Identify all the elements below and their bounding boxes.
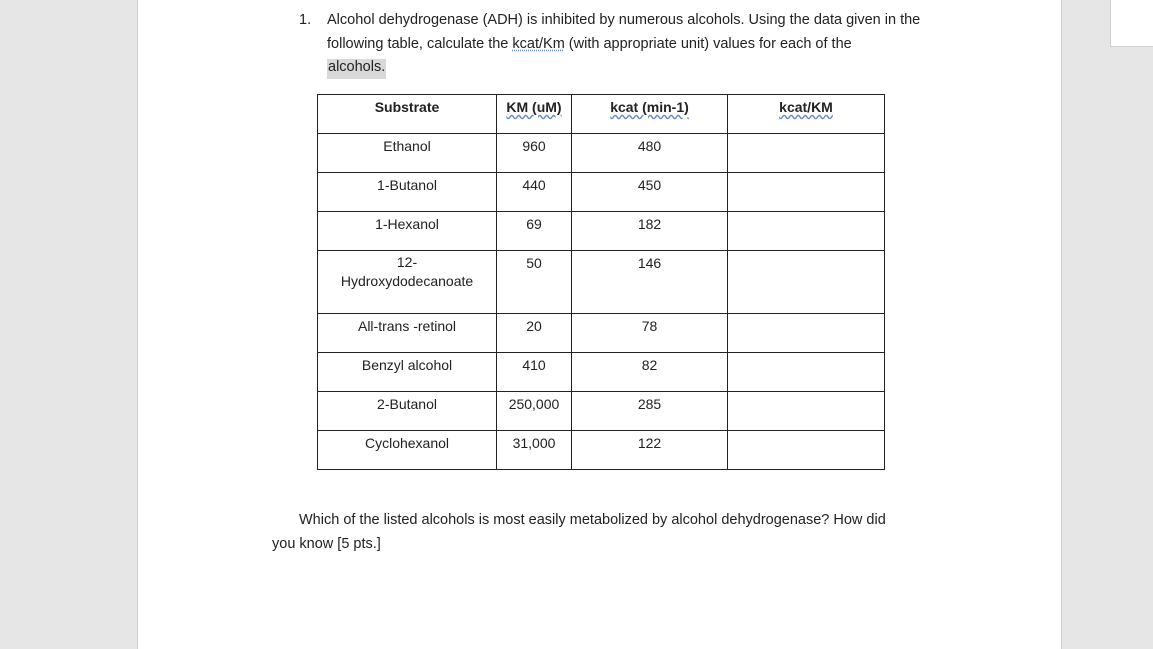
table-row <box>318 173 885 212</box>
cell-kcat: 450 <box>572 173 728 212</box>
cell-ratio[interactable] <box>728 353 885 392</box>
cell-substrate: Cyclohexanol <box>318 431 497 470</box>
header-km-label: KM (uM) <box>506 99 562 115</box>
table-row <box>318 392 885 431</box>
cell-ratio[interactable] <box>728 314 885 353</box>
cell-kcat: 82 <box>572 353 728 392</box>
question-2-line2: you know [5 pts.] <box>272 536 381 552</box>
question-text-part1: Alcohol dehydrogenase (ADH) is inhibited by numerous alcohols. Using the data given in the following table, calculate the <box>327 12 921 52</box>
question-2 <box>272 508 932 556</box>
table-row <box>318 212 885 251</box>
cell-km: 410 <box>497 353 572 392</box>
cell-substrate: All-trans -retinol <box>318 314 497 353</box>
header-ratio <box>728 95 885 134</box>
cell-km: 50 <box>497 251 572 314</box>
highlighted-text: alcohols. <box>327 59 386 79</box>
cell-substrate: Ethanol <box>318 134 497 173</box>
cell-substrate <box>318 251 497 314</box>
cell-ratio[interactable] <box>728 251 885 314</box>
cell-ratio[interactable] <box>728 173 885 212</box>
question-2-line1: Which of the listed alcohols is most easily metabolized by alcohol dehydrogenase? How did <box>299 512 886 528</box>
cell-ratio[interactable] <box>728 212 885 251</box>
question-number: 1. <box>299 12 312 28</box>
kinetics-table <box>317 94 885 470</box>
table-row <box>318 314 885 353</box>
table-row <box>318 431 885 470</box>
table-header-row <box>318 95 885 134</box>
header-substrate: Substrate <box>318 95 497 134</box>
cell-kcat: 122 <box>572 431 728 470</box>
question-1-text <box>327 9 937 80</box>
cell-km: 440 <box>497 173 572 212</box>
cell-kcat: 480 <box>572 134 728 173</box>
header-ratio-label: kcat/KM <box>779 99 833 115</box>
question-text-part2: (with appropriate unit) values for each of the <box>564 35 852 52</box>
header-km <box>497 95 572 134</box>
cell-substrate: 2-Butanol <box>318 392 497 431</box>
cell-substrate-line1: 12- <box>396 254 418 270</box>
cell-km: 31,000 <box>497 431 572 470</box>
header-kcat-label: kcat (min-1) <box>610 99 689 115</box>
cell-ratio[interactable] <box>728 392 885 431</box>
cell-km: 250,000 <box>497 392 572 431</box>
cell-substrate: 1-Butanol <box>318 173 497 212</box>
cell-kcat: 78 <box>572 314 728 353</box>
side-panel-box <box>1110 0 1153 47</box>
cell-substrate-line2: Hydroxydodecanoate <box>340 273 474 289</box>
cell-substrate: Benzyl alcohol <box>318 353 497 392</box>
cell-kcat: 285 <box>572 392 728 431</box>
table-row <box>318 251 885 314</box>
header-kcat <box>572 95 728 134</box>
cell-ratio[interactable] <box>728 431 885 470</box>
table-row <box>318 353 885 392</box>
cell-kcat: 182 <box>572 212 728 251</box>
cell-km: 960 <box>497 134 572 173</box>
cell-substrate: 1-Hexanol <box>318 212 497 251</box>
cell-km: 69 <box>497 212 572 251</box>
cell-km: 20 <box>497 314 572 353</box>
cell-ratio[interactable] <box>728 134 885 173</box>
kcat-km-term: kcat/Km <box>512 35 565 52</box>
table-row <box>318 134 885 173</box>
cell-kcat: 146 <box>572 251 728 314</box>
